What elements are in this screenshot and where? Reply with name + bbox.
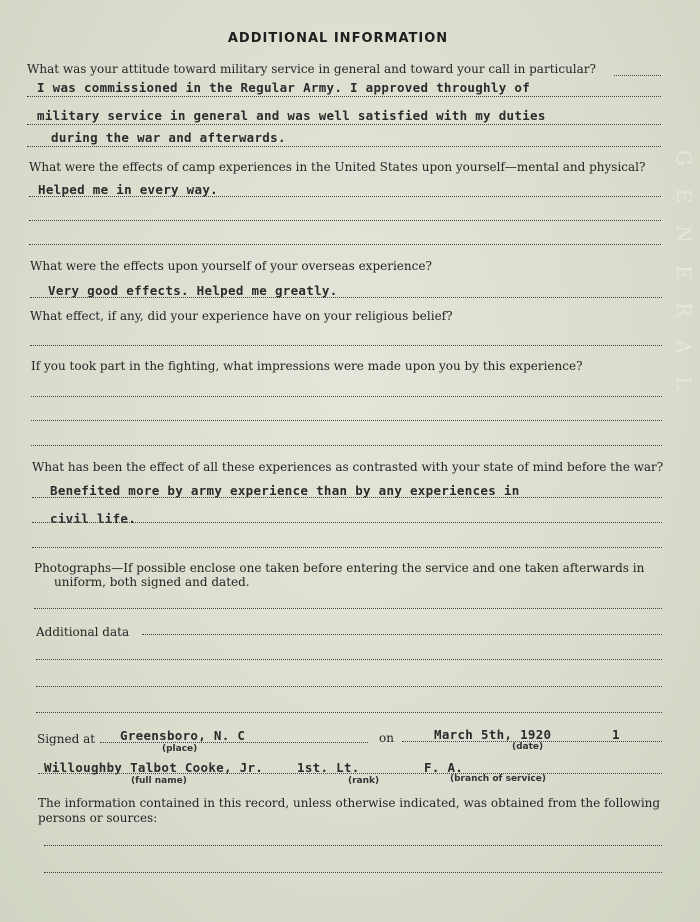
answer-line: [31, 420, 662, 421]
answer-attitude-line-3: during the war and afterwards.: [51, 130, 286, 145]
signed-date: March 5th, 1920: [434, 727, 552, 742]
answer-line: [30, 297, 662, 298]
place-caption: (place): [162, 744, 198, 754]
answer-line: [614, 75, 661, 76]
on-label: on: [379, 731, 394, 745]
answer-line: [32, 547, 662, 548]
answer-contrast-line-1: Benefited more by army experience than by any experiences in: [50, 483, 520, 498]
signer-rank: 1st. Lt.: [297, 760, 360, 775]
answer-line: [44, 845, 662, 846]
signed-at-label: Signed at: [37, 732, 96, 746]
branch-caption: (branch of service): [450, 774, 546, 784]
answer-line: [31, 445, 662, 446]
answer-line: [34, 608, 662, 609]
answer-line: [30, 345, 662, 346]
answer-line: [31, 396, 662, 397]
signed-date-extra: 1: [612, 727, 620, 742]
answer-attitude-line-1: I was commissioned in the Regular Army. I approved throughly of: [37, 80, 531, 95]
answer-line: [36, 686, 662, 687]
answer-line: [36, 712, 662, 713]
question-religious: What effect, if any, did your experience have on your religious belief?: [30, 309, 453, 323]
date-caption: (date): [512, 742, 544, 752]
question-attitude: What was your attitude toward military service in general and toward your call in particular?: [27, 62, 596, 76]
signer-full-name: Willoughby Talbot Cooke, Jr.: [44, 760, 264, 775]
sources-text-line-1: The information contained in this record, unless otherwise indicated, was obtained from the following: [38, 796, 661, 810]
answer-line: [32, 497, 662, 498]
answer-line: [29, 244, 661, 245]
side-watermark: G E N E R A L: [672, 150, 696, 398]
answer-line: [32, 522, 662, 523]
rank-caption: (rank): [348, 776, 380, 786]
answer-line: [27, 146, 661, 147]
answer-line: [100, 742, 368, 743]
full-name-caption: (full name): [131, 776, 187, 786]
answer-camp-line-1: Helped me in every way.: [38, 182, 218, 197]
question-overseas: What were the effects upon yourself of your overseas experience?: [30, 259, 432, 273]
answer-line: [38, 773, 662, 774]
answer-line: [27, 96, 661, 97]
question-camp: What were the effects of camp experiences in the United States upon yourself—mental and physical?: [29, 160, 646, 174]
answer-line: [27, 124, 661, 125]
additional-data-label: Additional data: [36, 625, 130, 639]
question-contrast: What has been the effect of all these experiences as contrasted with your state of mind before the war?: [32, 460, 664, 474]
photographs-instructions-line-1: Photographs—If possible enclose one taken before entering the service and one taken afterwards in: [34, 561, 645, 575]
answer-overseas-line-1: Very good effects. Helped me greatly.: [48, 283, 338, 298]
signed-place: Greensboro, N. C: [120, 728, 246, 743]
question-fighting: If you took part in the fighting, what impressions were made upon you by this experience?: [31, 359, 583, 373]
answer-line: [29, 196, 661, 197]
answer-line: [36, 659, 662, 660]
answer-line: [29, 220, 661, 221]
answer-line: [142, 634, 662, 635]
answer-attitude-line-2: military service in general and was well satisfied with my duties: [37, 108, 546, 123]
sources-text-line-2: persons or sources:: [38, 811, 158, 825]
answer-contrast-line-2: civil life.: [50, 511, 137, 526]
signer-branch: F. A.: [424, 760, 464, 775]
photographs-instructions-line-2: uniform, both signed and dated.: [54, 575, 250, 589]
page-title: ADDITIONAL INFORMATION: [227, 31, 449, 46]
answer-line: [44, 872, 662, 873]
